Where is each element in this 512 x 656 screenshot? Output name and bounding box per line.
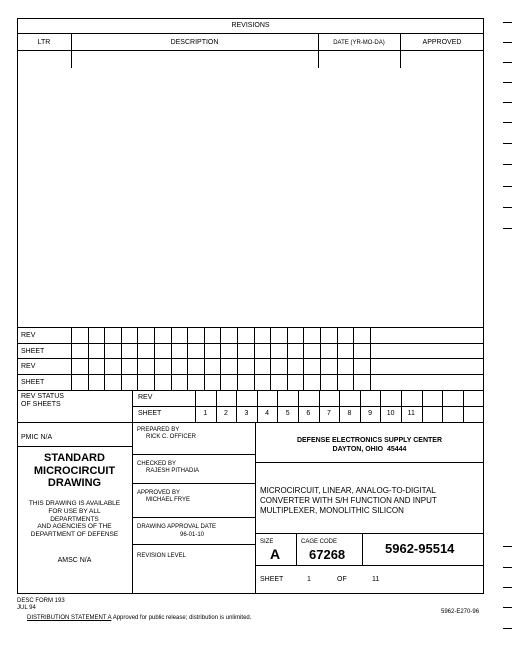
grid-line — [254, 327, 255, 390]
divider — [17, 446, 132, 447]
margin-tick — [503, 628, 512, 629]
distribution-statement — [27, 615, 251, 621]
divider — [71, 33, 72, 68]
sheet-number: 8 — [347, 410, 352, 417]
divider — [255, 533, 484, 534]
drawing-number: 5962-95514 — [385, 541, 455, 556]
divider — [132, 544, 255, 545]
grid-line — [237, 327, 238, 390]
divider — [296, 533, 297, 565]
grid-line — [353, 327, 354, 390]
of-value: 11 — [372, 576, 380, 583]
sheet-number: 1 — [203, 410, 208, 417]
ltr-header: LTR — [37, 39, 51, 46]
grid-line — [320, 327, 321, 390]
margin-tick — [503, 228, 512, 229]
divider — [255, 565, 484, 566]
margin-tick — [503, 567, 512, 568]
sheet-number: 3 — [244, 410, 249, 417]
grid-line — [88, 327, 89, 390]
part-description: MICROCIRCUIT, LINEAR, ANALOG-TO-DIGITAL CONVERTER WITH S/H FUNCTION AND INPUT MULTIPLEXER, MONOLITHIC SILICON — [260, 486, 437, 515]
grid-line — [483, 390, 484, 422]
divider — [17, 50, 484, 51]
divider — [318, 33, 319, 68]
margin-tick — [503, 607, 512, 608]
grid-line — [121, 327, 122, 390]
grid-line — [463, 390, 464, 422]
agency-name: DEFENSE ELECTRONICS SUPPLY CENTER DAYTON, OHIO 45444 — [296, 437, 443, 453]
margin-tick — [503, 207, 512, 208]
amsc-label: AMSC N/A — [57, 557, 92, 564]
sheet-number: 7 — [326, 410, 331, 417]
grid-line — [277, 390, 278, 422]
date-header: DATE (YR-MO-DA) — [333, 40, 385, 46]
standard-drawing-title: STANDARD MICROCIRCUIT DRAWING — [33, 452, 116, 490]
divider — [255, 462, 484, 463]
divider — [132, 454, 255, 455]
grid-line — [270, 327, 271, 390]
divider — [17, 33, 484, 34]
grid-line — [154, 327, 155, 390]
margin-tick — [503, 143, 512, 144]
grid-line — [298, 390, 299, 422]
margin-tick — [503, 62, 512, 63]
rev-row-label: REV — [21, 363, 36, 370]
rev-status-label: REV STATUS OF SHEETS — [21, 393, 64, 408]
size-value: A — [270, 546, 281, 562]
checked-by-name: RAJESH PITHADIA — [146, 468, 200, 474]
grid-line — [137, 327, 138, 390]
grid-line — [132, 406, 484, 407]
divider — [132, 483, 255, 484]
grid-line — [195, 390, 196, 422]
grid-line — [303, 327, 304, 390]
sheet-number: 5 — [285, 410, 290, 417]
margin-tick — [503, 102, 512, 103]
grid-line — [401, 390, 402, 422]
availability-statement: THIS DRAWING IS AVAILABLE FOR USE BY ALL DEPARTMENTS AND AGENCIES OF THE DEPARTMENT OF DEFENSE — [28, 500, 121, 539]
divider — [17, 422, 484, 423]
form-number: DESC FORM 193 JUL 94 — [17, 598, 65, 611]
grid-line — [71, 327, 72, 390]
distribution-text: Approved for public release; distribution is unlimited. — [112, 615, 252, 621]
margin-tick — [503, 164, 512, 165]
checked-by-label: CHECKED BY — [137, 461, 177, 467]
grid-line — [370, 327, 371, 390]
grid-line — [236, 390, 237, 422]
sheet-value: 1 — [307, 576, 311, 583]
grid-line — [442, 390, 443, 422]
margin-tick — [503, 42, 512, 43]
margin-tick — [503, 22, 512, 23]
revision-level-label: REVISION LEVEL — [137, 553, 187, 559]
of-label: OF — [337, 576, 347, 583]
grid-line — [104, 327, 105, 390]
divider — [362, 533, 363, 565]
approval-date-label: DRAWING APPROVAL DATE — [137, 524, 217, 530]
cage-code-label: CAGE CODE — [301, 539, 338, 545]
document-code: 5962-E270-96 — [441, 609, 480, 615]
margin-tick — [503, 122, 512, 123]
grid-line — [17, 390, 484, 391]
grid-line — [204, 327, 205, 390]
approved-header: APPROVED — [422, 39, 462, 46]
sheet-row-label: SHEET — [21, 379, 45, 386]
divider — [132, 390, 133, 594]
grid-line — [187, 327, 188, 390]
approval-date-value: 96-01-10 — [180, 532, 205, 538]
revisions-title: REVISIONS — [231, 22, 270, 29]
sheet-number: 4 — [265, 410, 270, 417]
sheet-number: 10 — [386, 410, 395, 417]
sheet-number: 9 — [368, 410, 373, 417]
cage-code-value: 67268 — [309, 547, 346, 562]
margin-tick — [503, 546, 512, 547]
sheet-label: SHEET — [260, 576, 284, 583]
sheet-number: 6 — [306, 410, 311, 417]
distribution-label: DISTRIBUTION STATEMENT A — [27, 615, 112, 621]
grid-line — [216, 390, 217, 422]
divider — [400, 33, 401, 68]
approved-by-name: MICHAEL FRYE — [146, 497, 191, 503]
sheet-row-label: SHEET — [21, 348, 45, 355]
lower-rev-label: REV — [138, 394, 153, 401]
grid-line — [337, 327, 338, 390]
rev-row-label: REV — [21, 332, 36, 339]
divider — [132, 517, 255, 518]
grid-line — [380, 390, 381, 422]
lower-sheet-label: SHEET — [138, 410, 162, 417]
prepared-by-label: PREPARED BY — [137, 427, 180, 433]
grid-line — [171, 327, 172, 390]
grid-line — [220, 327, 221, 390]
size-label: SIZE — [260, 539, 274, 545]
grid-line — [360, 390, 361, 422]
grid-line — [319, 390, 320, 422]
description-header: DESCRIPTION — [170, 39, 219, 46]
prepared-by-name: RICK C. OFFICER — [146, 434, 197, 440]
grid-line — [287, 327, 288, 390]
pmic-label: PMIC N/A — [21, 434, 53, 441]
margin-tick — [503, 587, 512, 588]
sheet-number: 2 — [223, 410, 228, 417]
grid-line — [257, 390, 258, 422]
margin-tick — [503, 82, 512, 83]
margin-tick — [503, 186, 512, 187]
sheet-number: 11 — [407, 410, 415, 417]
grid-line — [339, 390, 340, 422]
grid-line — [422, 390, 423, 422]
approved-by-label: APPROVED BY — [137, 490, 181, 496]
